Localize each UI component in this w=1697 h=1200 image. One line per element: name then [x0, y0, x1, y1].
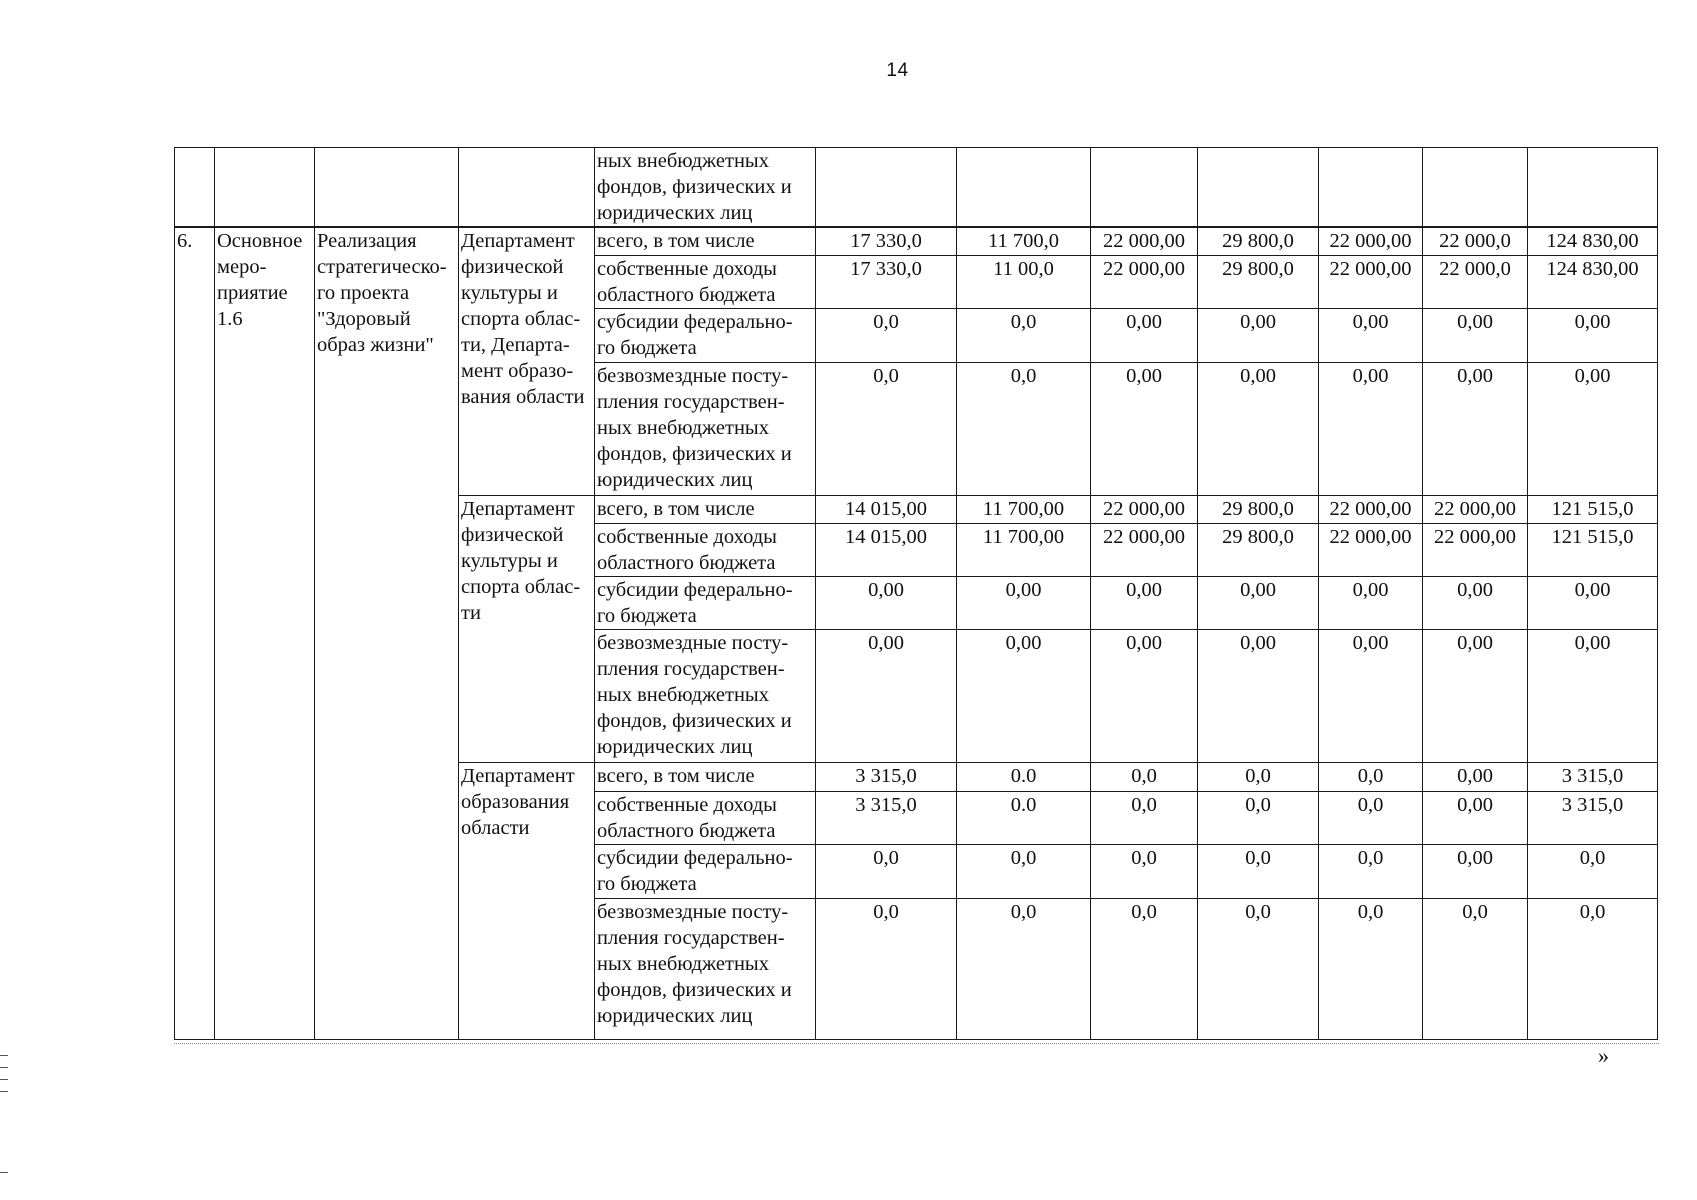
total-cell: 124 830,00: [1528, 255, 1658, 308]
value-cell: 0,00: [957, 629, 1091, 762]
value-cell: 11 700,00: [957, 523, 1091, 576]
value-cell: 11 700,0: [957, 227, 1091, 255]
scan-edge-mark: [0, 1091, 8, 1092]
value-cell: 0.0: [957, 791, 1091, 844]
value-cell: 29 800,0: [1198, 227, 1319, 255]
total-cell: 0,00: [1528, 308, 1658, 362]
value-cell: 22 000,0: [1423, 255, 1528, 308]
closing-quote-mark: »: [1598, 1043, 1609, 1068]
value-cell: 29 800,0: [1198, 523, 1319, 576]
bottom-rule: [174, 1043, 1659, 1044]
value-cell: 0,00: [1423, 844, 1528, 898]
value-cell: 0,00: [1423, 576, 1528, 629]
value-cell: 0,00: [1423, 762, 1528, 791]
source-label: безвозмездные посту- пления государствен- ных внебюджетных фондов, физических и юридических лиц: [595, 898, 816, 1039]
value-cell: 0,0: [1423, 898, 1528, 1039]
value-cell: 0,0: [1198, 762, 1319, 791]
value-cell: 22 000,00: [1423, 523, 1528, 576]
total-cell: 3 315,0: [1528, 762, 1658, 791]
value-cell: 0,00: [1198, 362, 1319, 495]
value-cell: 0,00: [1423, 362, 1528, 495]
value-cell: 0,00: [1198, 576, 1319, 629]
value-cell: 0,0: [1319, 844, 1423, 898]
table-row: [175, 227, 1658, 255]
value-cell: 0,00: [1423, 791, 1528, 844]
value-cell: 0,0: [816, 362, 957, 495]
value-cell: 0,00: [1319, 308, 1423, 362]
measure-name: Реализация стратегическо- го проекта "Здоровый образ жизни": [315, 227, 459, 1039]
value-cell: 0,0: [816, 308, 957, 362]
value-cell: 0,0: [1198, 898, 1319, 1039]
value-cell: 0,00: [957, 576, 1091, 629]
total-cell: 0,0: [1528, 898, 1658, 1039]
value-cell: 22 000,00: [1319, 523, 1423, 576]
value-cell: 0,00: [1198, 629, 1319, 762]
total-cell: 0,00: [1528, 362, 1658, 495]
value-cell: 0,0: [957, 308, 1091, 362]
total-cell: 0,00: [1528, 629, 1658, 762]
value-cell: 0,0: [1091, 762, 1198, 791]
value-cell: 29 800,0: [1198, 495, 1319, 523]
value-cell: 17 330,0: [816, 255, 957, 308]
source-label: всего, в том числе: [595, 495, 816, 523]
value-cell: 0,00: [816, 629, 957, 762]
total-cell: 121 515,0: [1528, 495, 1658, 523]
total-cell: 0,00: [1528, 576, 1658, 629]
value-cell: 14 015,00: [816, 523, 957, 576]
value-cell: 22 000,00: [1319, 227, 1423, 255]
value-cell: 0,0: [816, 844, 957, 898]
source-label: ных внебюджетных фондов, физических и юридических лиц: [595, 148, 816, 228]
value-cell: 0,0: [1091, 844, 1198, 898]
executor: Департамент физической культуры и спорта облас- ти, Департа- мент образо- вания области: [459, 227, 595, 495]
total-cell: 124 830,00: [1528, 227, 1658, 255]
source-label: собственные доходы областного бюджета: [595, 255, 816, 308]
value-cell: 22 000,00: [1091, 227, 1198, 255]
value-cell: 0,0: [957, 844, 1091, 898]
value-cell: 0,00: [816, 576, 957, 629]
value-cell: 0,0: [1198, 791, 1319, 844]
page-number: 14: [886, 60, 909, 81]
total-cell: 3 315,0: [1528, 791, 1658, 844]
source-label: безвозмездные посту- пления государствен- ных внебюджетных фондов, физических и юридических лиц: [595, 362, 816, 495]
value-cell: 11 00,0: [957, 255, 1091, 308]
value-cell: 0,0: [957, 362, 1091, 495]
source-label: субсидии федерально- го бюджета: [595, 308, 816, 362]
value-cell: 0,0: [1091, 791, 1198, 844]
measure-type: Основное меро- приятие 1.6: [215, 227, 315, 1039]
value-cell: 0,00: [1198, 308, 1319, 362]
source-label: всего, в том числе: [595, 762, 816, 791]
value-cell: 0,00: [1319, 629, 1423, 762]
source-label: всего, в том числе: [595, 227, 816, 255]
value-cell: 22 000,00: [1319, 255, 1423, 308]
scan-edge-mark: [0, 1172, 8, 1173]
value-cell: 0,0: [816, 898, 957, 1039]
measure-number: 6.: [175, 227, 215, 1039]
scan-edge-mark: [0, 1067, 8, 1068]
budget-table: [174, 147, 1658, 1040]
value-cell: 14 015,00: [816, 495, 957, 523]
executor: Департамент физической культуры и спорта облас- ти: [459, 495, 595, 762]
value-cell: 3 315,0: [816, 791, 957, 844]
value-cell: 22 000,00: [1091, 255, 1198, 308]
value-cell: 0,00: [1091, 308, 1198, 362]
value-cell: 22 000,00: [1091, 523, 1198, 576]
value-cell: 22 000,00: [1423, 495, 1528, 523]
scan-edge-mark: [0, 1079, 8, 1080]
value-cell: 0,0: [1198, 844, 1319, 898]
value-cell: 22 000,0: [1423, 227, 1528, 255]
value-cell: 0,00: [1091, 629, 1198, 762]
value-cell: 0,00: [1091, 576, 1198, 629]
scan-edge-mark: [0, 1055, 8, 1056]
value-cell: 11 700,00: [957, 495, 1091, 523]
source-label: собственные доходы областного бюджета: [595, 791, 816, 844]
value-cell: 29 800,0: [1198, 255, 1319, 308]
source-label: собственные доходы областного бюджета: [595, 523, 816, 576]
value-cell: 0,0: [1091, 898, 1198, 1039]
value-cell: 0,00: [1423, 308, 1528, 362]
value-cell: 0.0: [957, 762, 1091, 791]
total-cell: 0,0: [1528, 844, 1658, 898]
value-cell: 0,00: [1091, 362, 1198, 495]
value-cell: 0,0: [1319, 898, 1423, 1039]
value-cell: 0,0: [1319, 791, 1423, 844]
total-cell: 121 515,0: [1528, 523, 1658, 576]
value-cell: 17 330,0: [816, 227, 957, 255]
source-label: субсидии федерально- го бюджета: [595, 576, 816, 629]
value-cell: 3 315,0: [816, 762, 957, 791]
value-cell: 0,0: [1319, 762, 1423, 791]
continuation-row: [175, 148, 1658, 228]
value-cell: 0,0: [957, 898, 1091, 1039]
value-cell: 22 000,00: [1091, 495, 1198, 523]
value-cell: 0,00: [1319, 362, 1423, 495]
value-cell: 22 000,00: [1319, 495, 1423, 523]
executor: Департамент образования области: [459, 762, 595, 1039]
source-label: субсидии федерально- го бюджета: [595, 844, 816, 898]
value-cell: 0,00: [1423, 629, 1528, 762]
value-cell: 0,00: [1319, 576, 1423, 629]
source-label: безвозмездные посту- пления государствен- ных внебюджетных фондов, физических и юридических лиц: [595, 629, 816, 762]
